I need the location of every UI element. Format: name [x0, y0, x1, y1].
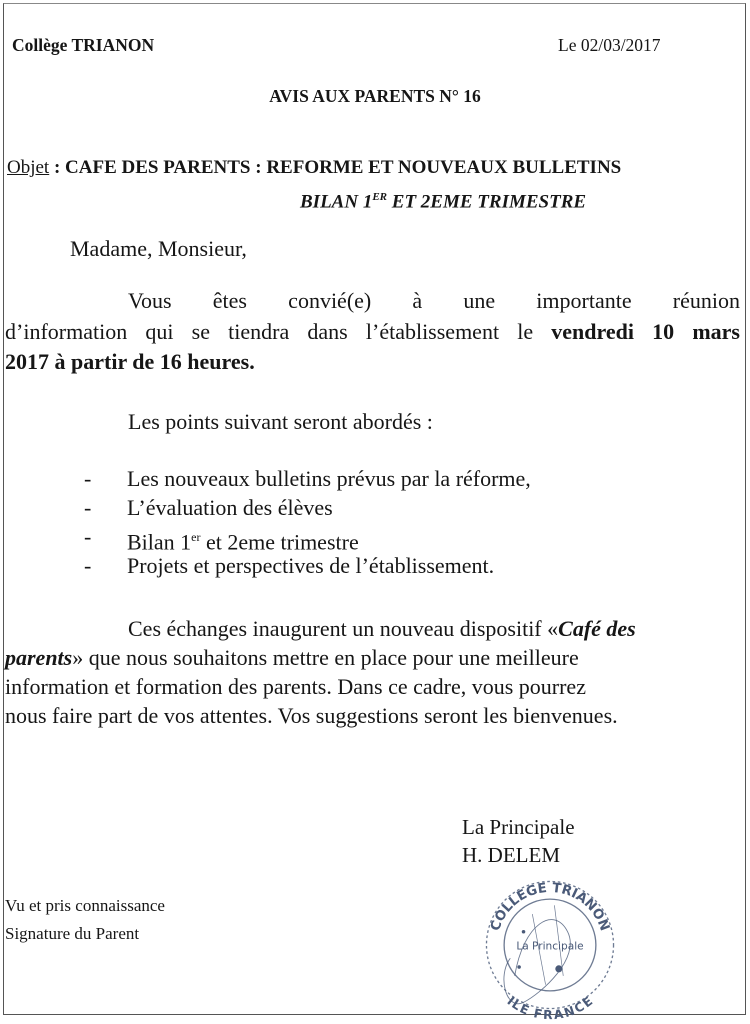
paragraph2-line3: information et formation des parents. Dans ce cadre, vous pourrez — [5, 674, 586, 699]
stamp-bottom-text: ILE FRANCE — [504, 994, 596, 1020]
subject-text: CAFE DES PARENTS : REFORME ET NOUVEAUX BULLETINS — [65, 157, 622, 178]
list-item-sup: er — [191, 530, 201, 544]
list-bullet: - — [84, 495, 92, 520]
stamp-center-text: La Principale — [516, 940, 584, 953]
list-bullet: - — [84, 553, 92, 578]
paragraph1-line1: Vous êtes convié(e) à une importante réunion — [128, 288, 740, 313]
signature-name: H. DELEM — [462, 843, 560, 867]
paragraph2-line1 — [128, 616, 636, 642]
document-date: Le 02/03/2017 — [558, 35, 661, 55]
meeting-date: vendredi 10 mars — [551, 319, 740, 344]
paragraph1-line2 — [5, 319, 740, 345]
list-item-text: et 2eme trimestre — [200, 529, 359, 555]
paragraph2-line4: nous faire part de vos attentes. Vos suggestions seront les bienvenues. — [5, 703, 618, 728]
parent-ack-line2: Signature du Parent — [5, 924, 140, 943]
subject-label: Objet — [7, 157, 50, 178]
school-stamp — [470, 870, 630, 1020]
school-name: Collège TRIANON — [12, 35, 155, 55]
stamp-top-text: COLLEGE TRIANON — [488, 880, 612, 933]
paragraph2-line2 — [5, 645, 579, 671]
list-item: L’évaluation des élèves — [127, 495, 333, 520]
subject-bilan: BILAN 1 — [300, 191, 373, 213]
greeting: Madame, Monsieur, — [70, 236, 247, 261]
subject-line-2 — [300, 184, 586, 215]
points-intro: Les points suivant seront abordés : — [128, 409, 433, 434]
list-item: Les nouveaux bulletins prévus par la réforme, — [127, 466, 531, 491]
list-bullet: - — [84, 466, 92, 491]
cafe-name: Café des — [558, 616, 636, 641]
paragraph1-text: d’information qui se tiendra dans l’établissement le — [5, 319, 552, 344]
svg-text:COLLEGE TRIANON — [488, 881, 612, 933]
subject-line — [7, 155, 621, 181]
cafe-name: parents — [5, 645, 73, 670]
signature-role: La Principale — [462, 815, 575, 839]
subject-sup: ER — [372, 191, 388, 203]
list-bullet: - — [84, 524, 92, 549]
svg-text:ILE FRANCE — [504, 994, 595, 1020]
list-item: Projets et perspectives de l’établissement. — [127, 553, 495, 578]
paragraph2-text: Ces échanges inaugurent un nouveau dispositif « — [128, 616, 559, 641]
list-item-text: Bilan 1 — [127, 529, 192, 555]
subject-trimestre: ET 2EME TRIMESTRE — [387, 191, 587, 213]
parent-ack-line1: Vu et pris connaissance — [5, 896, 165, 915]
list-item — [127, 524, 359, 555]
paragraph2-text: » que nous souhaitons mettre en place pour une meilleure — [72, 645, 579, 670]
subject-separator: : — [49, 157, 66, 178]
meeting-time: 2017 à partir de 16 heures. — [5, 349, 255, 374]
document-title: AVIS AUX PARENTS N° 16 — [269, 86, 481, 106]
